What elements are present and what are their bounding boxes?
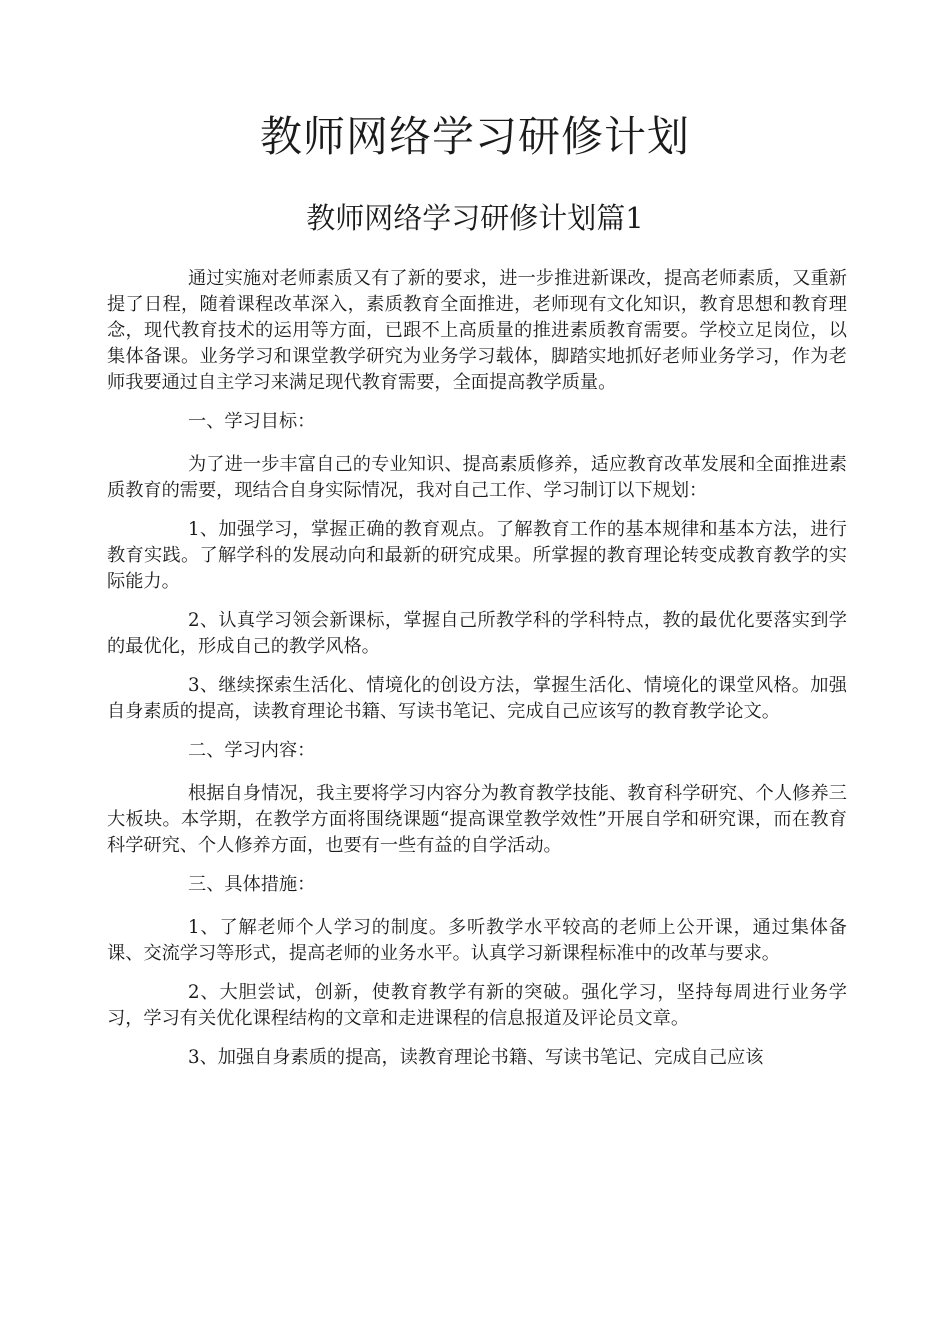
section-heading-measures: 三、具体措施： xyxy=(188,874,316,895)
paragraph-measure-2: 2、大胆尝试，创新，使教育教学有新的突破。强化学习，坚持每周进行业务学习，学习有关优化课程结构的文章和走进课程的信息报道及评论员文章。 xyxy=(107,982,847,1029)
paragraph-goals-intro: 为了进一步丰富自己的专业知识、提高素质修养，适应教育改革发展和全面推进素质教育的需要，现结合自身实际情况，我对自己工作、学习制订以下规划： xyxy=(107,454,847,501)
paragraph-intro: 通过实施对老师素质又有了新的要求，进一步推进新课改，提高老师素质，又重新提了日程，随着课程改革深入，素质教育全面推进，老师现有文化知识，教育思想和教育理念，现代教育技术的运用等方面，已跟不上高质量的推进素质教育需要。学校立足岗位，以集体备课。业务学习和课堂教学研究为业务学习载体，脚踏实地抓好老师业务学习，作为老师我要通过自主学习来满足现代教育需要，全面提高教学质量。 xyxy=(107,268,847,393)
paragraph-measure-3: 3、加强自身素质的提高，读教育理论书籍、写读书笔记、完成自己应该 xyxy=(188,1047,764,1068)
paragraph-goal-3: 3、继续探索生活化、情境化的创设方法，掌握生活化、情境化的课堂风格。加强自身素质的提高，读教育理论书籍、写读书笔记、完成自己应该写的教育教学论文。 xyxy=(107,675,847,722)
section-heading-content: 二、学习内容： xyxy=(188,740,316,761)
paragraph-goal-1: 1、加强学习，掌握正确的教育观点。了解教育工作的基本规律和基本方法，进行教育实践。了解学科的发展动向和最新的研究成果。所掌握的教育理论转变成教育教学的实际能力。 xyxy=(107,519,847,592)
document-title: 教师网络学习研修计划 xyxy=(259,112,690,161)
document-body xyxy=(107,266,847,1084)
paragraph-measure-1: 1、了解老师个人学习的制度。多听教学水平较高的老师上公开课，通过集体备课、交流学习等形式，提高老师的业务水平。认真学习新课程标准中的改革与要求。 xyxy=(107,917,847,964)
section-heading-goals: 一、学习目标： xyxy=(188,411,316,432)
paragraph-content: 根据自身情况，我主要将学习内容分为教育教学技能、教育科学研究、个人修养三大板块。本学期，在教学方面将围绕课题“提高课堂教学效性”开展自学和研究课，而在教育科学研究、个人修养方面，也要有一些有益的自学活动。 xyxy=(107,783,847,856)
document-subtitle: 教师网络学习研修计划篇1 xyxy=(306,201,644,235)
paragraph-goal-2: 2、认真学习领会新课标，掌握自己所教学科的学科特点，教的最优化要落实到学的最优化，形成自己的教学风格。 xyxy=(107,610,847,657)
